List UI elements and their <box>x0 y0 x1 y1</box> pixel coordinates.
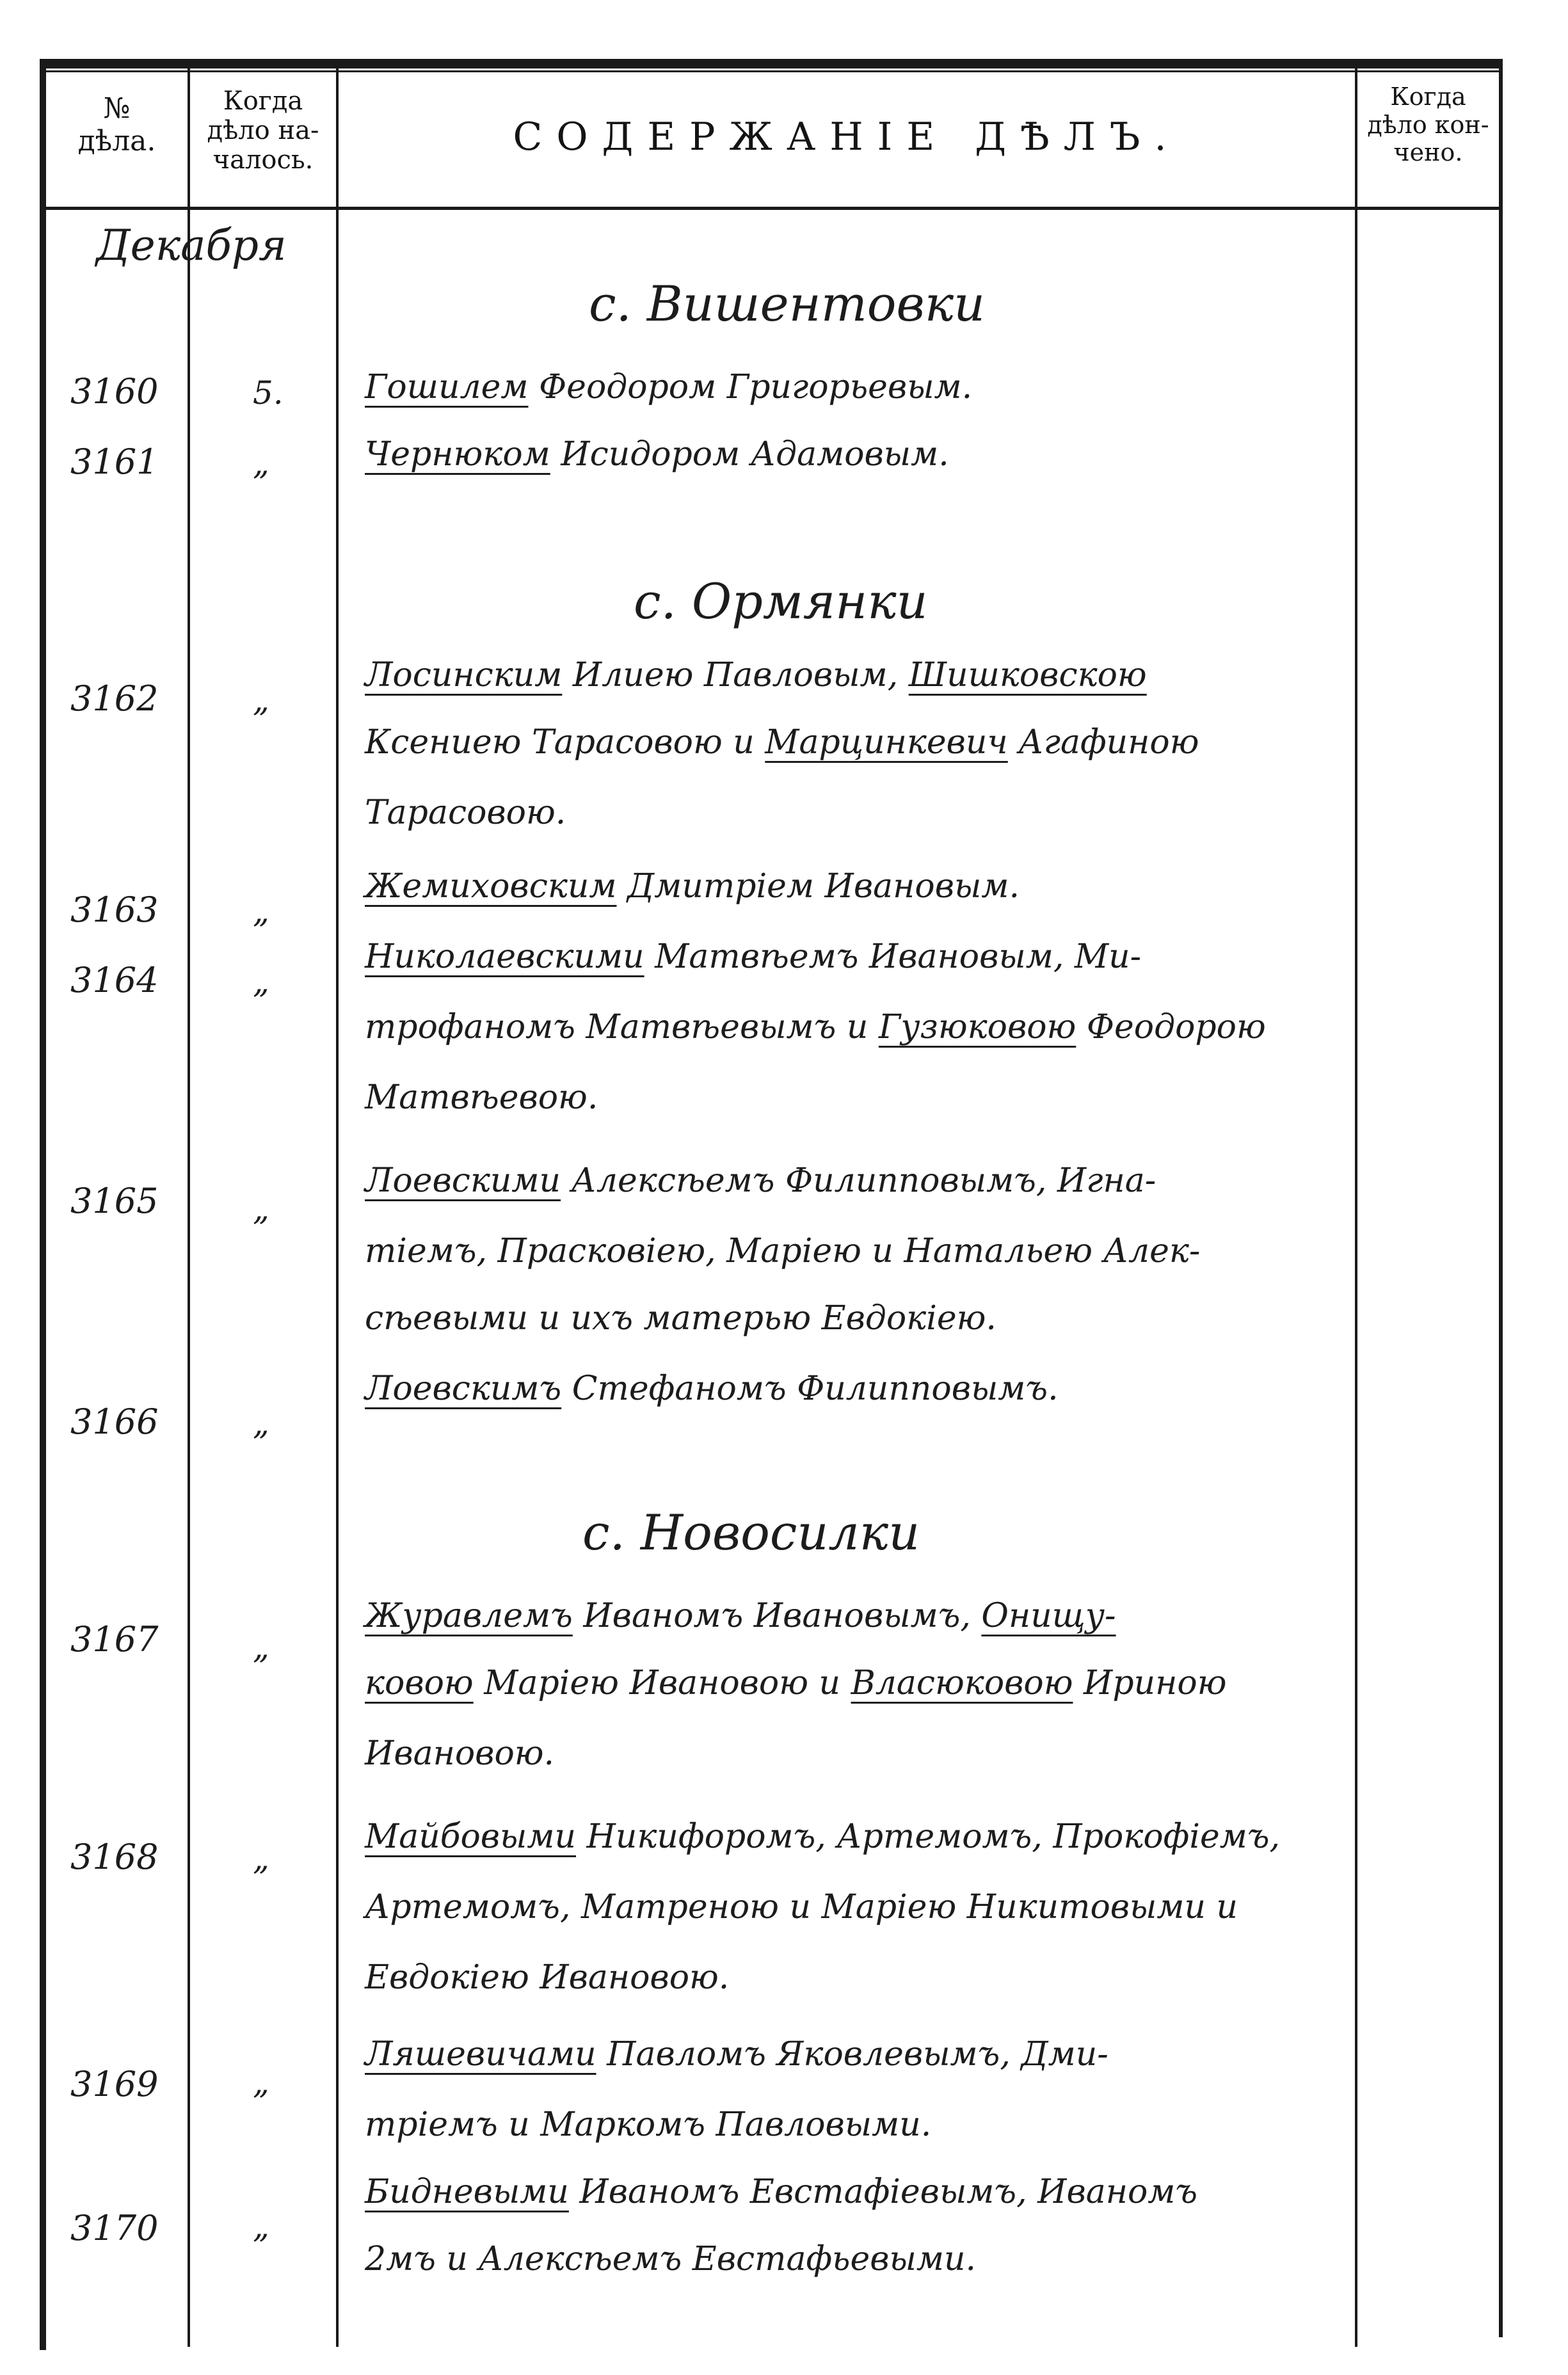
entry-text: Феодором Григорьевым. <box>528 368 973 406</box>
header-finished-l1: Когда <box>1390 83 1466 111</box>
case-number: 3168 <box>70 1837 159 1877</box>
entry-line <box>365 435 949 474</box>
header-finished-l2: дѣло кон- <box>1367 110 1489 139</box>
entry-text: Артемомъ, Матреною и Маріею Никитовыми и <box>365 1888 1238 1926</box>
entry-line <box>365 867 1020 906</box>
surname: Чернюком <box>365 435 550 474</box>
entry-text: Феодорою <box>1076 1008 1266 1046</box>
entry-text: Алексѣемъ Филипповымъ, Игна- <box>561 1162 1156 1200</box>
case-day: „ <box>253 1190 269 1227</box>
entry-line <box>365 1162 1156 1200</box>
header-started-l2: дѣло на- <box>207 116 319 145</box>
entry-text: Маріею Ивановою и <box>473 1664 851 1702</box>
entry-text: Иваномъ Евстафіевымъ, Иваномъ <box>568 2173 1198 2211</box>
surname: Марцинкевич <box>765 723 1008 762</box>
right-border <box>1499 59 1503 2337</box>
case-number: 3160 <box>70 371 159 412</box>
case-day: „ <box>253 1629 269 1666</box>
header-case-number <box>46 93 188 157</box>
entry-text: Никифоромъ, Артемомъ, Прокофіемъ, <box>576 1818 1281 1856</box>
entry-line <box>365 1078 598 1117</box>
surname: Гошилем <box>365 368 529 406</box>
top-border-inner <box>42 70 1502 72</box>
column-divider-2 <box>336 68 339 2347</box>
case-number: 3161 <box>70 442 159 482</box>
entry-text: Евдокіею Ивановою. <box>365 1958 730 1997</box>
entry-line <box>365 1664 1227 1702</box>
surname: ковою <box>365 1664 474 1702</box>
column-divider-3 <box>1355 68 1357 2347</box>
case-number: 3166 <box>70 1402 159 1442</box>
entry-line <box>365 1008 1266 1046</box>
case-number: 3162 <box>70 678 159 719</box>
left-border <box>40 59 46 2350</box>
entry-text: Агафиною <box>1007 723 1199 762</box>
entry-text: 2мъ и Алексѣемъ Евстафьевыми. <box>365 2240 976 2278</box>
surname: Лоевскимъ <box>365 1370 562 1408</box>
entry-text: Дмитріем Ивановым. <box>616 867 1020 906</box>
month-label: Декабря <box>96 221 287 270</box>
case-day: „ <box>253 1405 269 1442</box>
case-number: 3167 <box>70 1619 159 1659</box>
entry-text: Илиею Павловым, <box>562 656 909 694</box>
entry-line <box>365 794 566 832</box>
case-number: 3163 <box>70 890 159 930</box>
entry-text: Ивановою. <box>365 1734 555 1773</box>
entry-line <box>365 938 1141 976</box>
case-number: 3169 <box>70 2064 159 2104</box>
header-started <box>190 86 336 175</box>
entry-line <box>365 2240 976 2278</box>
entry-line <box>365 2173 1197 2211</box>
header-divider <box>42 207 1502 210</box>
case-day: „ <box>253 963 269 1000</box>
entry-text: Исидором Адамовым. <box>550 435 949 474</box>
entry-line <box>365 1734 554 1773</box>
entry-text: сѣевыми и ихъ матерью Евдокіею. <box>365 1299 996 1338</box>
header-num-sign: № <box>103 92 131 125</box>
surname: Николаевскими <box>365 938 644 976</box>
entry-text: Павломъ Яковлевымъ, Дми- <box>596 2035 1108 2074</box>
entry-line <box>365 1370 1059 1408</box>
surname: Ляшевичами <box>365 2035 596 2074</box>
entry-text: тріемъ и Маркомъ Павловыми. <box>365 2106 932 2144</box>
header-finished-l3: чено. <box>1393 138 1463 167</box>
surname: Жемиховским <box>365 867 617 906</box>
entry-line <box>365 2035 1108 2074</box>
entry-text: Ксениею Тарасовою и <box>365 723 765 762</box>
surname: Журавлемъ <box>365 1597 573 1635</box>
top-border <box>42 59 1502 68</box>
entry-line <box>365 2106 931 2144</box>
header-content-title: СОДЕРЖАНІЕ ДѢЛЪ. <box>513 115 1181 159</box>
surname: Лоевскими <box>365 1162 561 1200</box>
surname: Лосинским <box>365 656 563 694</box>
header-started-l3: чалось. <box>212 145 314 175</box>
case-number: 3165 <box>70 1181 159 1221</box>
entry-text: Стефаномъ Филипповымъ. <box>561 1370 1059 1408</box>
case-number: 3170 <box>70 2208 159 2248</box>
case-day: „ <box>253 682 269 719</box>
case-day: „ <box>253 2064 269 2101</box>
entry-line <box>365 723 1199 762</box>
case-number: 3164 <box>70 960 159 1000</box>
surname: Власюковою <box>851 1664 1073 1702</box>
surname: Онищу- <box>981 1597 1116 1635</box>
village-heading: с. Вишентовки <box>589 275 986 332</box>
entry-line <box>365 1232 1200 1270</box>
entry-text: Тарасовою. <box>365 794 566 832</box>
entry-text: тіемъ, Прасковіею, Маріею и Натальею Алек- <box>365 1232 1201 1270</box>
entry-line <box>365 1958 729 1997</box>
entry-line <box>365 656 1147 694</box>
entry-line <box>365 368 972 406</box>
entry-line <box>365 1299 996 1338</box>
entry-text: Иваномъ Ивановымъ, <box>572 1597 982 1635</box>
case-day: 5. <box>253 374 284 412</box>
surname: Майбовыми <box>365 1818 577 1856</box>
case-day: „ <box>253 445 269 482</box>
case-day: „ <box>253 893 269 930</box>
header-started-l1: Когда <box>223 86 303 116</box>
entry-line <box>365 1818 1280 1856</box>
entry-line <box>365 1597 1116 1635</box>
surname: Гузюковою <box>878 1008 1076 1046</box>
entry-text: Матвѣевою. <box>365 1078 598 1117</box>
village-heading: с. Ормянки <box>634 573 928 630</box>
column-divider-1 <box>188 68 190 2347</box>
header-finished <box>1357 83 1499 167</box>
surname: Бидневыми <box>365 2173 569 2211</box>
entry-text: Матвѣемъ Ивановым, Ми- <box>644 938 1142 976</box>
entry-text: Ириною <box>1073 1664 1227 1702</box>
entry-line <box>365 1888 1238 1926</box>
case-day: „ <box>253 2208 269 2245</box>
entry-text: трофаномъ Матвѣевымъ и <box>365 1008 879 1046</box>
village-heading: с. Новосилки <box>582 1504 920 1561</box>
surname: Шишковскою <box>908 656 1147 694</box>
header-num-label: дѣла. <box>77 124 156 157</box>
case-day: „ <box>253 1840 269 1877</box>
